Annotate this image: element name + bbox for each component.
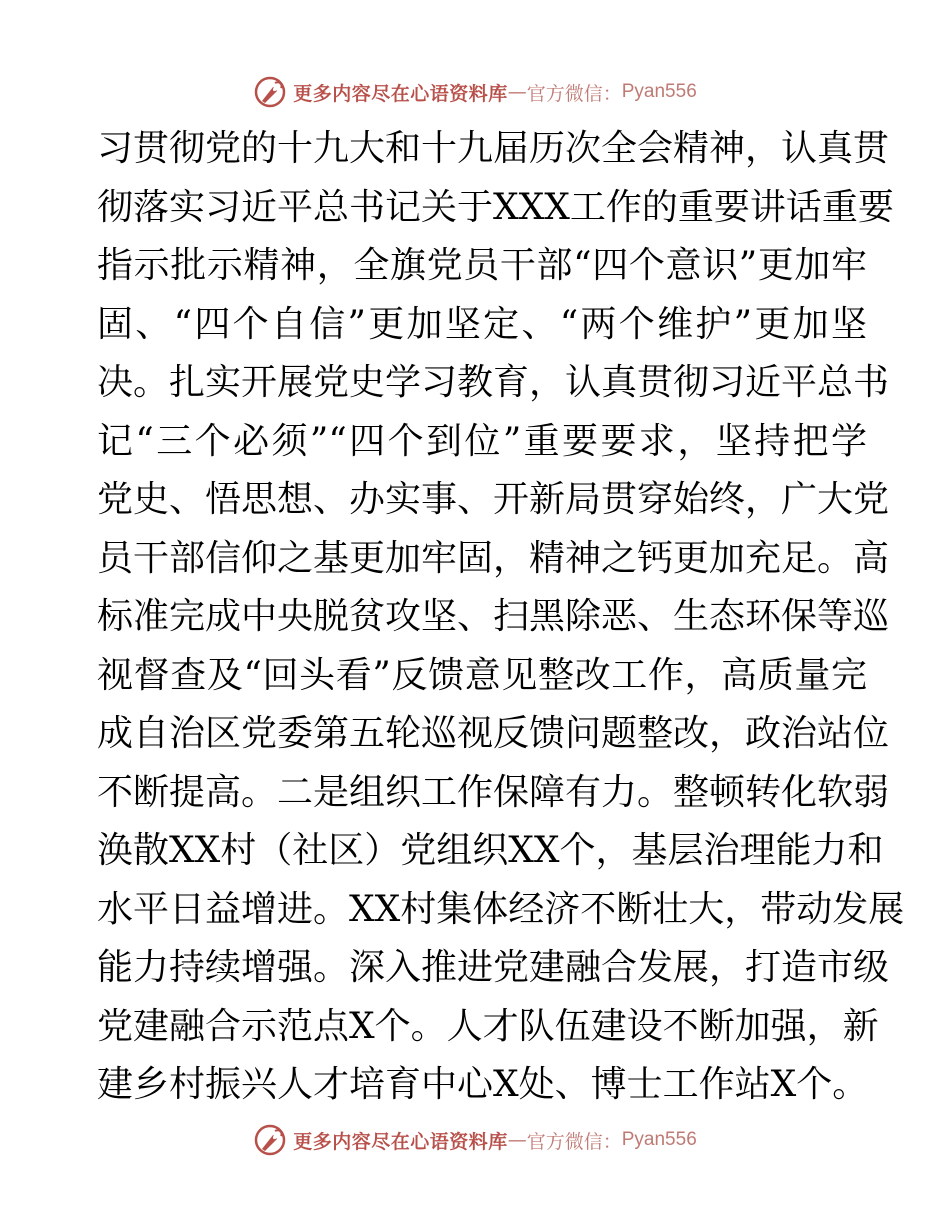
text-line: 固、“四个自信”更加坚定、“两个维护”更加坚: [97, 303, 867, 345]
brand-name: 更多内容尽在心语资料库: [293, 82, 508, 105]
contact-label: 官方微信：: [526, 82, 622, 105]
text-line: 党史、悟思想、办实事、开新局贯穿始终，广大党: [97, 479, 890, 520]
banner-dash: —: [507, 1129, 527, 1151]
text-line: 视督查及“回头看”反馈意见整改工作，高质量完: [97, 654, 867, 696]
text-line: 员干部信仰之基更加牢固，精神之钙更加充足。高: [97, 537, 890, 579]
contact-id: Pyan556: [621, 1129, 697, 1150]
document-body: [97, 120, 905, 1115]
footer-watermark-banner: [0, 1120, 950, 1160]
contact-label: 官方微信：: [526, 1130, 622, 1153]
text-line: 建乡村振兴人才培育中心X处、博士工作站X个。: [97, 1064, 869, 1105]
pen-nib-logo-icon: [253, 1123, 287, 1157]
text-line: 党建融合示范点X个。人才队伍建设不断加强，新: [97, 1005, 879, 1047]
brand-name: 更多内容尽在心语资料库: [293, 1130, 508, 1153]
banner-dash: —: [507, 81, 527, 103]
text-line: 习贯彻党的十九大和十九届历次全会精神，认真贯: [97, 128, 890, 169]
pen-nib-logo-icon: [253, 75, 287, 109]
text-line: 彻落实习近平总书记关于XXX工作的重要讲话重要: [97, 186, 894, 228]
text-line: 决。扎实开展党史学习教育，认真贯彻习近平总书: [97, 362, 890, 403]
header-watermark-banner: [0, 72, 950, 112]
text-line: 不断提高。二是组织工作保障有力。整顿转化软弱: [97, 771, 890, 813]
text-line: 成自治区党委第五轮巡视反馈问题整改，政治站位: [97, 713, 890, 754]
text-line: 指示批示精神，全旗党员干部“四个意识”更加牢: [97, 245, 867, 286]
text-line: 记“三个必须”“四个到位”重要要求，坚持把学: [97, 420, 867, 462]
text-line: 能力持续增强。深入推进党建融合发展，打造市级: [97, 947, 890, 988]
contact-id: Pyan556: [621, 81, 697, 102]
text-line: 涣散XX村（社区）党组织XX个，基层治理能力和: [97, 830, 884, 871]
text-line: 水平日益增进。XX村集体经济不断壮大，带动发展: [97, 888, 905, 930]
text-line: 标准完成中央脱贫攻坚、扫黑除恶、生态环保等巡: [97, 596, 890, 637]
